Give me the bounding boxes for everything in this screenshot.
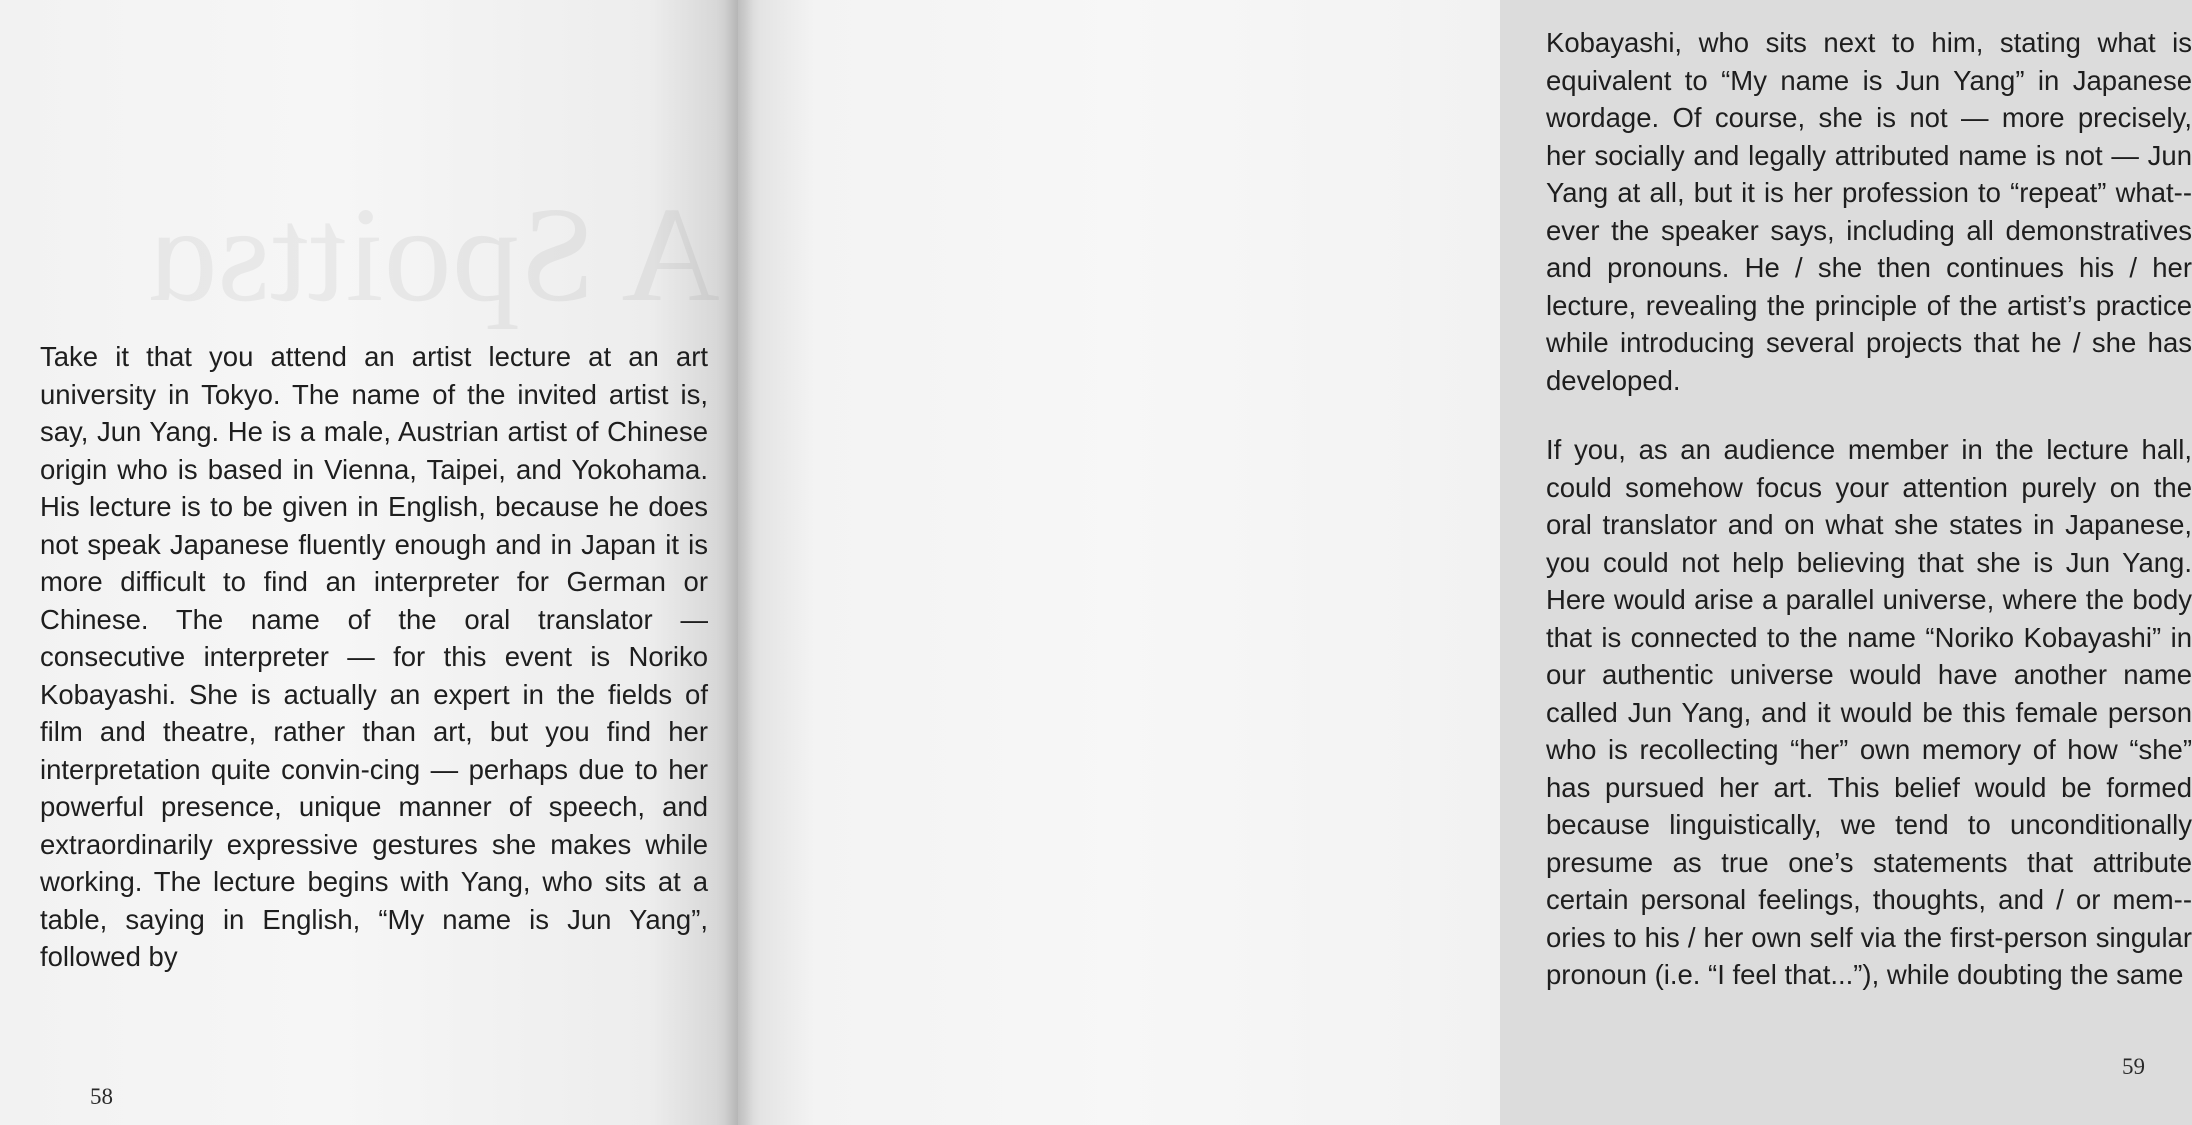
book-gutter [724, 0, 754, 1125]
right-paragraph-2: If you, as an audience member in the lecture hall, could somehow focus your attention purely on the oral translator and on what she states in Japanese, you could not help believing that she is Jun Yang. Here would arise a parallel universe, where the body that is connected to the name “Noriko Kobayashi” in our authentic universe would have another name called Jun Yang, and it would be this female person who is recollecting “her” own memory of how “she” has pursued her art. This belief would be formed because linguistically, we tend to unconditionally presume as true one’s statements that attribute certain personal feelings, thoughts, and / or mem-ories to his / her own self via the first-person singular pronoun (i.e. “I feel that...”), while doubting the same [1546, 434, 2192, 990]
left-paragraph-1: Take it that you attend an artist lecture at an art university in Tokyo. The name of the invited artist is, say, Jun Yang. He is a male, Austrian artist of Chinese origin who is based in Vienna, Taipei, and Yokohama. His lecture is to be given in English, because he does not speak Japanese fluently enough and in Japan it is more difficult to find an interpreter for German or Chinese. The name of the oral translator — consecutive interpreter — for this event is Noriko Kobayashi. She is actually an expert in the fields of film and theatre, rather than art, but you find her interpretation quite convin-cing — perhaps due to her powerful presence, unique manner of speech, and extraordinarily expressive gestures she makes while working. The lecture begins with Yang, who sits at a table, saying in English, “My name is Jun Yang”, followed by [40, 341, 708, 972]
show-through-ghost-text: A Spoittsɑ [146, 180, 720, 330]
right-paragraph-1: Kobayashi, who sits next to him, stating what is equivalent to “My name is Jun Yang” in Japanese wordage. Of course, she is not — more precisely, her socially and legally attributed name is not — Jun Yang at all, but it is her profession to “repeat” what-ever the speaker says, including all demonstratives and pronouns. He / she then continues his / her lecture, revealing the principle of the artist’s practice while introducing several projects that he / she has developed. [1546, 27, 2192, 396]
right-page-body [1546, 24, 2192, 994]
right-page-number: 59 [2122, 1054, 2145, 1079]
left-page-body [40, 338, 708, 976]
left-page [0, 0, 738, 1125]
right-page [738, 0, 2192, 1125]
left-page-number: 58 [90, 1084, 113, 1109]
